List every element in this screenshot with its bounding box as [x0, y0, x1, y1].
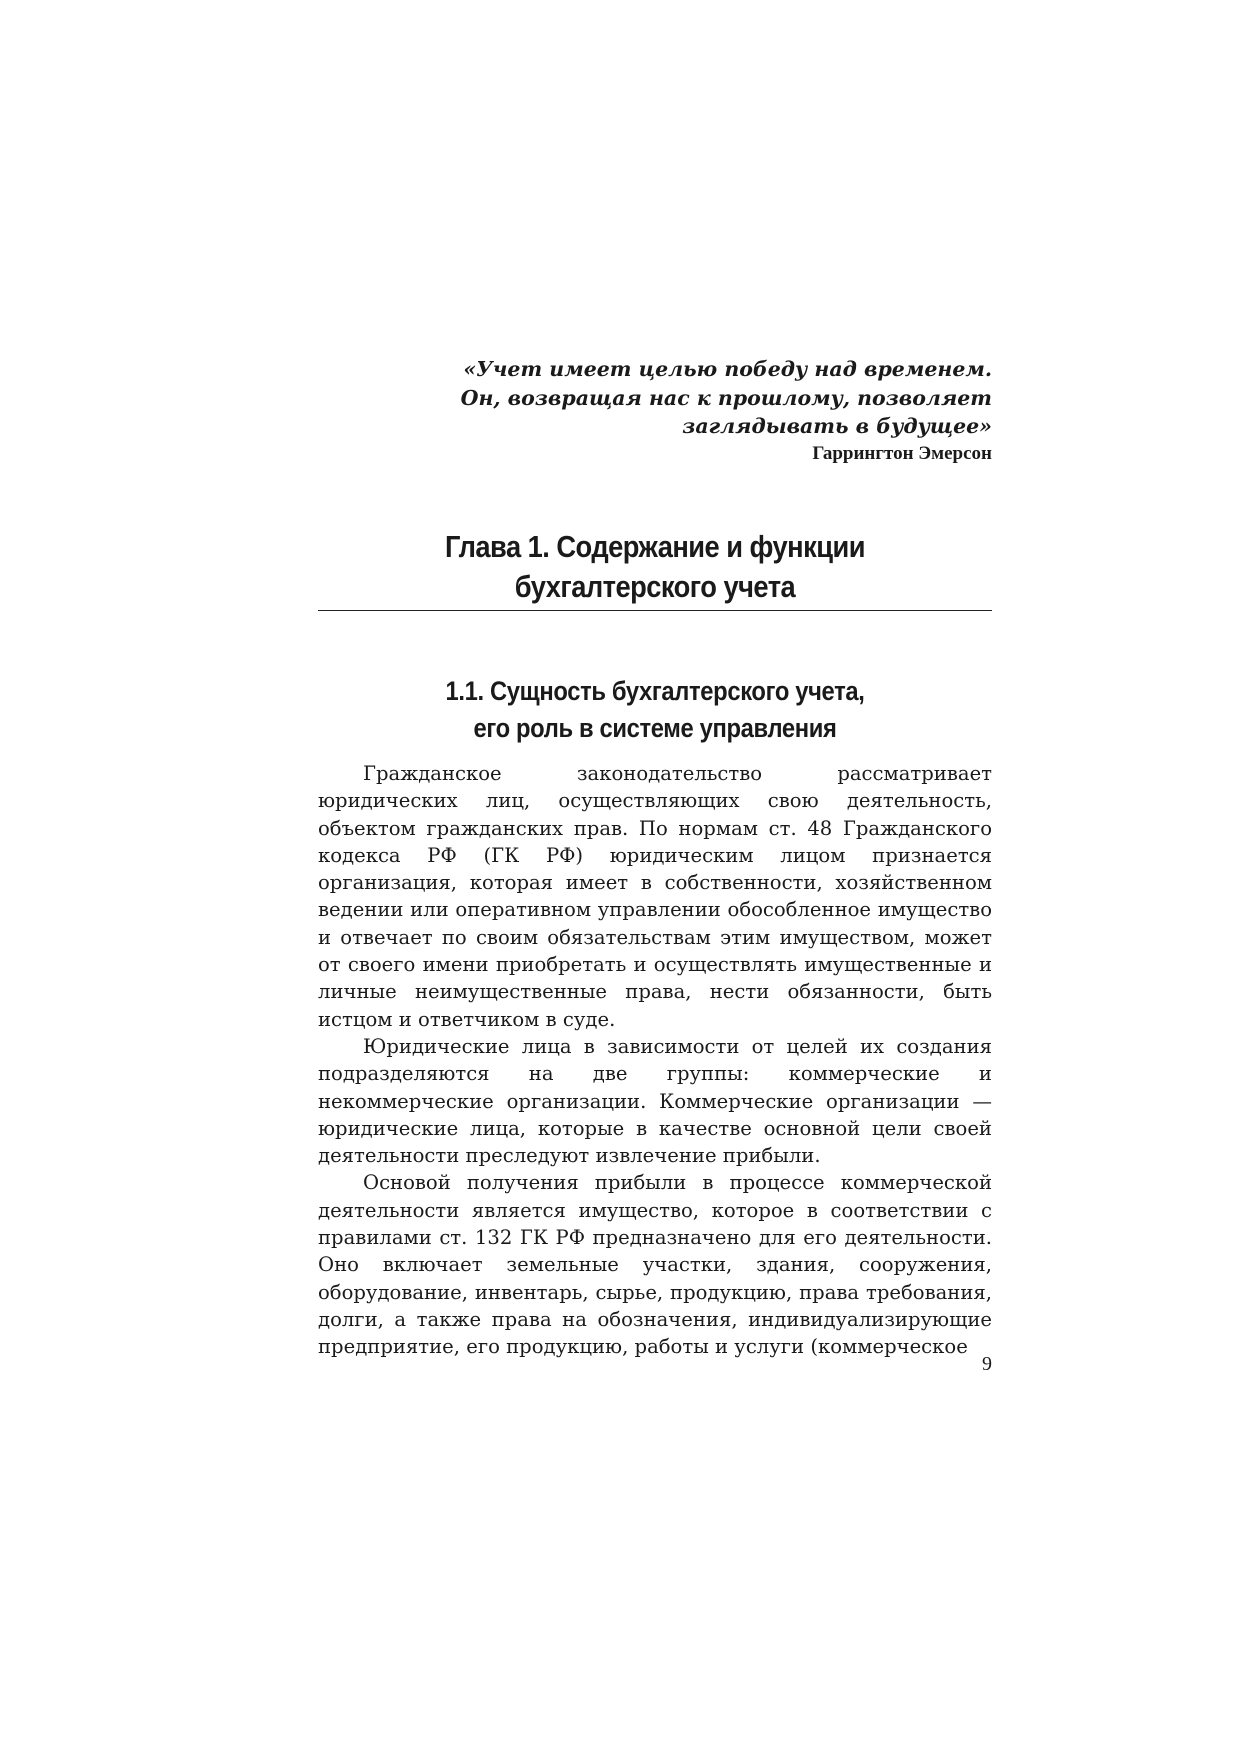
paragraph: Гражданское законодательство рассматривает юридических лиц, осуществляющих свою деятельность, объектом гражданских прав. По нормам ст. 48 Гражданского кодекса РФ (ГК РФ) юридическим лицом признается организация, которая имеет в собственности, хозяйственном ведении или оперативном управлении обособленное имущество и отвечает по своим обязательствам этим имуществом, может от своего имени приобретать и осуществлять имущественные и личные неимущественные права, нести обязанности, быть истцом и ответчиком в суде. [318, 762, 992, 1031]
chapter-divider [318, 610, 992, 611]
epigraph-line: «Учет имеет целью победу над временем. [463, 357, 992, 381]
epigraph-line: заглядывать в будущее» [682, 414, 992, 438]
epigraph-author: Гаррингтон Эмерсон [812, 442, 992, 464]
paragraph: Юридические лица в зависимости от целей их создания подразделяются на две группы: коммерческие и некоммерческие организации. Коммерческие организации — юридические лица, которые в качестве основной цели своей деятельности преследуют извлечение прибыли. [318, 1034, 992, 1168]
section-title-line: его роль в системе управления [473, 713, 837, 743]
epigraph [318, 355, 992, 468]
epigraph-line: Он, возвращая нас к прошлому, позволяет [460, 385, 992, 410]
paragraph: Основой получения прибыли в процессе коммерческой деятельности является имущество, которое в соответствии с правилами ст. 132 ГК РФ предназначено для его деятельности. Оно включает земельные участки, здания, сооружения, оборудование, инвентарь, сырье, продукцию, права требования, долги, а также права на обозначения, индивидуализирующие предприятие, его продукцию, работы и услуги (коммерческое [318, 1171, 992, 1359]
page-number: 9 [982, 1353, 992, 1375]
chapter-title-line: Глава 1. Содержание и функции [445, 529, 865, 564]
chapter-title-line: бухгалтерского учета [514, 569, 796, 604]
body-text [318, 760, 992, 1361]
section-title-line: 1.1. Сущность бухгалтерского учета, [445, 676, 865, 706]
section-title [358, 673, 951, 747]
chapter-title [358, 527, 951, 607]
